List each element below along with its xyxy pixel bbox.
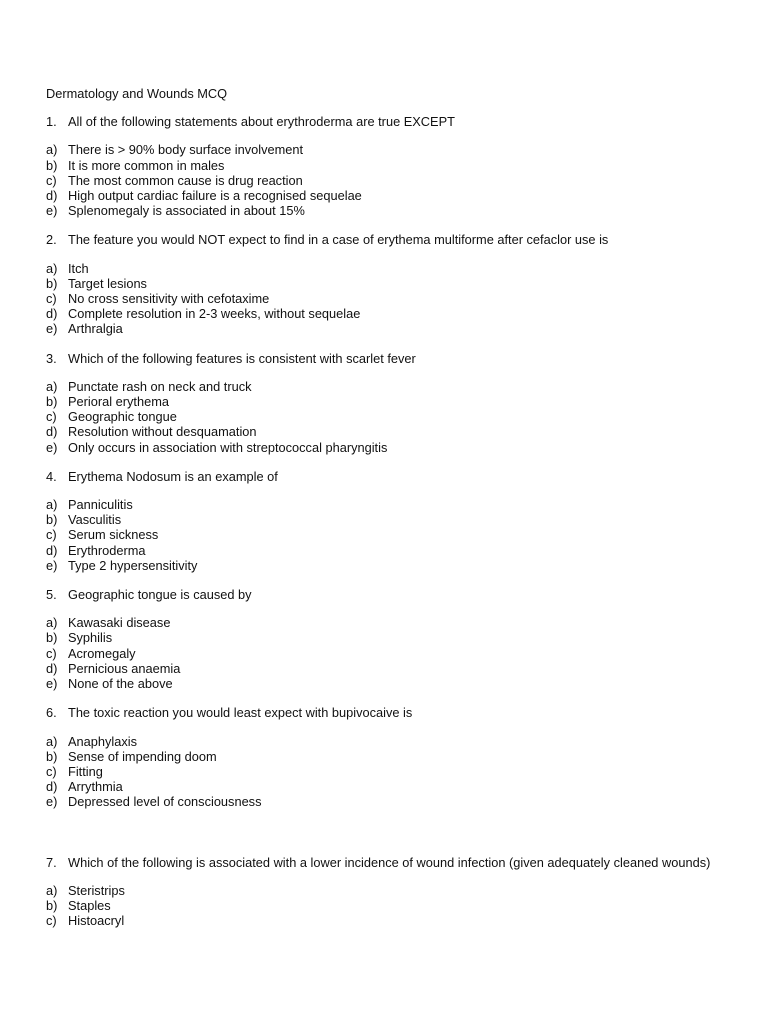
question-5: [46, 587, 726, 691]
answer-option: [46, 261, 726, 276]
option-letter: b): [46, 630, 58, 646]
answer-option: [46, 794, 726, 809]
question-text: Geographic tongue is caused by: [68, 587, 252, 603]
question-number: 5.: [46, 587, 57, 603]
option-text: Serum sickness: [68, 527, 159, 543]
question-list: [46, 114, 726, 928]
answer-option: [46, 543, 726, 558]
answer-option: [46, 646, 726, 661]
option-text: Punctate rash on neck and truck: [68, 378, 252, 394]
answer-option: [46, 527, 726, 542]
question-number: 3.: [46, 350, 57, 366]
question-1: [46, 114, 726, 218]
option-text: Kawasaki disease: [68, 615, 171, 631]
option-letter: b): [46, 275, 58, 291]
answer-option: [46, 276, 726, 291]
question-stem: [46, 114, 726, 129]
option-letter: a): [46, 497, 58, 513]
option-text: Arthralgia: [68, 321, 123, 337]
option-letter: a): [46, 733, 58, 749]
option-text: Perioral erythema: [68, 394, 169, 410]
question-number: 7.: [46, 854, 57, 870]
answer-option: [46, 142, 726, 157]
answer-option: [46, 512, 726, 527]
answer-option: [46, 676, 726, 691]
answer-option: [46, 764, 726, 779]
answer-option: [46, 394, 726, 409]
answer-option: [46, 291, 726, 306]
option-list: [46, 379, 726, 455]
question-stem: [46, 855, 726, 870]
question-stem: [46, 705, 726, 720]
question-stem: [46, 232, 726, 247]
option-letter: d): [46, 542, 58, 558]
option-text: Fitting: [68, 763, 103, 779]
option-text: Type 2 hypersensitivity: [68, 557, 198, 573]
answer-option: [46, 158, 726, 173]
option-letter: e): [46, 439, 58, 455]
option-list: [46, 142, 726, 218]
option-letter: b): [46, 512, 58, 528]
option-text: Itch: [68, 260, 89, 276]
option-text: Vasculitis: [68, 512, 122, 528]
option-list: [46, 497, 726, 573]
answer-option: [46, 321, 726, 336]
answer-option: [46, 749, 726, 764]
option-text: Resolution without desquamation: [68, 424, 257, 440]
option-letter: c): [46, 291, 57, 307]
option-list: [46, 261, 726, 337]
option-text: Panniculitis: [68, 497, 133, 513]
option-text: The most common cause is drug reaction: [68, 172, 303, 188]
option-text: Pernicious anaemia: [68, 660, 181, 676]
question-text: Which of the following is associated with a lower incidence of wound infection (given adequately cleaned wounds): [68, 854, 711, 870]
question-7: [46, 855, 726, 929]
answer-option: [46, 661, 726, 676]
option-letter: a): [46, 260, 58, 276]
option-text: Histoacryl: [68, 913, 125, 929]
question-number: 4.: [46, 468, 57, 484]
question-2: [46, 232, 726, 336]
option-text: Splenomegaly is associated in about 15%: [68, 203, 305, 219]
question-4: [46, 469, 726, 573]
option-letter: b): [46, 157, 58, 173]
question-stem: [46, 469, 726, 484]
option-text: High output cardiac failure is a recognised sequelae: [68, 188, 362, 204]
question-text: Erythema Nodosum is an example of: [68, 468, 278, 484]
answer-option: [46, 173, 726, 188]
option-letter: e): [46, 557, 58, 573]
question-text: All of the following statements about erythroderma are true EXCEPT: [68, 114, 455, 130]
question-3: [46, 351, 726, 455]
option-list: [46, 615, 726, 691]
option-letter: c): [46, 409, 57, 425]
option-letter: b): [46, 748, 58, 764]
question-stem: [46, 351, 726, 366]
answer-option: [46, 409, 726, 424]
option-letter: c): [46, 763, 57, 779]
answer-option: [46, 913, 726, 928]
option-letter: e): [46, 676, 58, 692]
option-text: Erythroderma: [68, 542, 146, 558]
option-letter: d): [46, 660, 58, 676]
option-letter: d): [46, 306, 58, 322]
answer-option: [46, 440, 726, 455]
question-text: Which of the following features is consistent with scarlet fever: [68, 350, 416, 366]
option-letter: e): [46, 203, 58, 219]
question-number: 6.: [46, 705, 57, 721]
answer-option: [46, 615, 726, 630]
answer-option: [46, 630, 726, 645]
question-6: [46, 705, 726, 809]
option-text: Target lesions: [68, 275, 147, 291]
option-letter: c): [46, 645, 57, 661]
option-text: Geographic tongue: [68, 409, 177, 425]
option-text: Syphilis: [68, 630, 113, 646]
option-text: Anaphylaxis: [68, 733, 138, 749]
option-list: [46, 734, 726, 810]
option-letter: a): [46, 378, 58, 394]
option-text: Complete resolution in 2-3 weeks, without sequelae: [68, 306, 361, 322]
option-letter: c): [46, 172, 57, 188]
option-letter: b): [46, 394, 58, 410]
option-letter: d): [46, 424, 58, 440]
question-stem: [46, 587, 726, 602]
answer-option: [46, 734, 726, 749]
answer-option: [46, 379, 726, 394]
question-text: The feature you would NOT expect to find in a case of erythema multiforme after cefaclor use is: [68, 232, 609, 248]
option-text: No cross sensitivity with cefotaxime: [68, 291, 270, 307]
answer-option: [46, 424, 726, 439]
option-text: It is more common in males: [68, 157, 225, 173]
option-text: Staples: [68, 897, 111, 913]
option-list: [46, 883, 726, 929]
option-text: Sense of impending doom: [68, 748, 217, 764]
answer-option: [46, 306, 726, 321]
option-letter: b): [46, 897, 58, 913]
question-number: 2.: [46, 232, 57, 248]
option-letter: a): [46, 142, 58, 158]
option-text: Acromegaly: [68, 645, 136, 661]
option-text: There is > 90% body surface involvement: [68, 142, 304, 158]
answer-option: [46, 779, 726, 794]
option-letter: e): [46, 794, 58, 810]
option-letter: d): [46, 779, 58, 795]
option-text: Depressed level of consciousness: [68, 794, 262, 810]
document-title: Dermatology and Wounds MCQ: [46, 86, 228, 101]
option-letter: d): [46, 188, 58, 204]
option-letter: e): [46, 321, 58, 337]
option-text: Arrythmia: [68, 779, 123, 795]
answer-option: [46, 497, 726, 512]
option-letter: c): [46, 527, 57, 543]
question-text: The toxic reaction you would least expect with bupivocaive is: [68, 705, 413, 721]
answer-option: [46, 558, 726, 573]
option-letter: a): [46, 615, 58, 631]
answer-option: [46, 203, 726, 218]
option-text: Steristrips: [68, 882, 125, 898]
answer-option: [46, 898, 726, 913]
option-letter: a): [46, 882, 58, 898]
option-text: None of the above: [68, 676, 173, 692]
option-text: Only occurs in association with streptococcal pharyngitis: [68, 439, 388, 455]
spacer: [46, 824, 726, 855]
option-letter: c): [46, 913, 57, 929]
answer-option: [46, 883, 726, 898]
answer-option: [46, 188, 726, 203]
question-number: 1.: [46, 114, 57, 130]
document-page: [46, 86, 726, 942]
